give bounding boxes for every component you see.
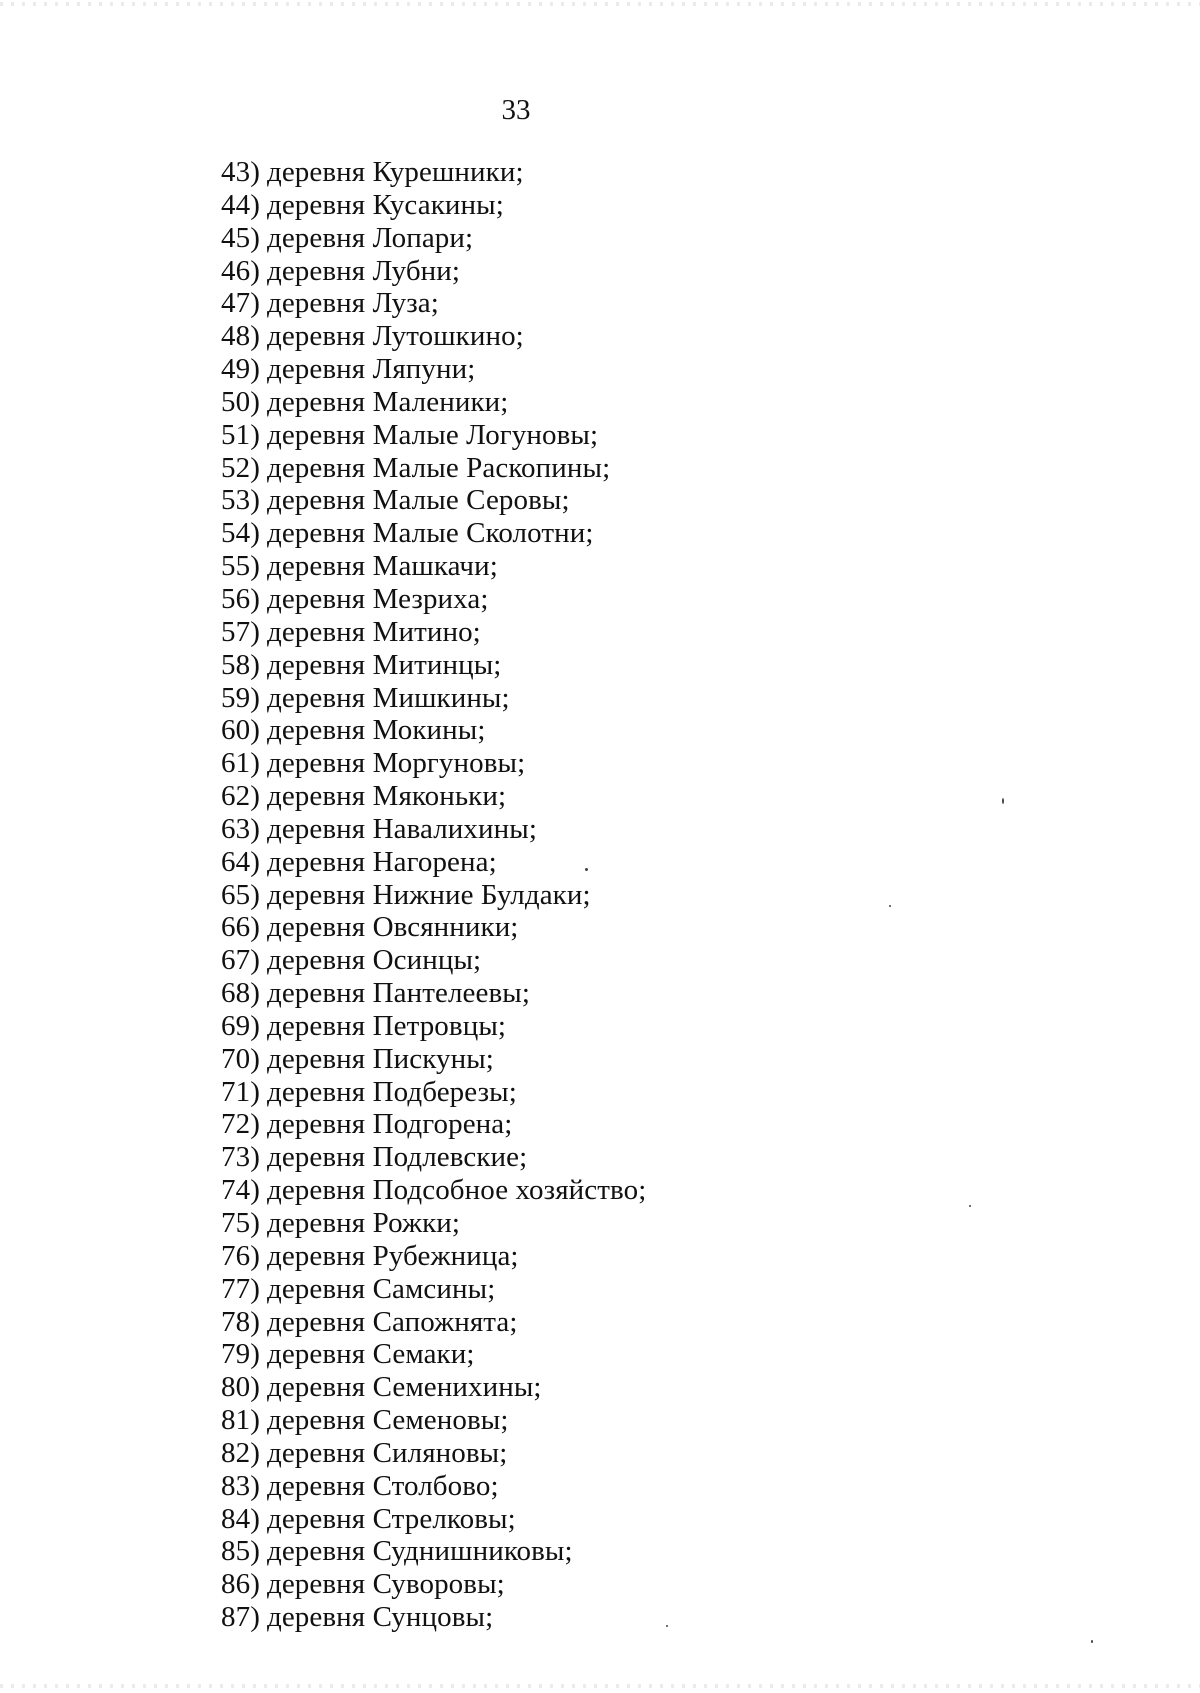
list-item xyxy=(221,353,646,386)
list-item xyxy=(221,1076,646,1109)
list-item-text: деревня Лутошкино; xyxy=(266,320,524,353)
list-item xyxy=(221,255,646,288)
list-item-number: 71) xyxy=(221,1075,260,1108)
list-item-number: 85) xyxy=(221,1535,260,1568)
list-item xyxy=(221,944,646,977)
list-item-number: 65) xyxy=(221,878,260,911)
list-item xyxy=(221,1437,646,1470)
list-item-number: 79) xyxy=(221,1338,260,1371)
list-item-number: 53) xyxy=(221,484,260,517)
list-item-number: 84) xyxy=(221,1502,260,1535)
list-item-text: деревня Лубни; xyxy=(266,254,461,287)
list-item-text: деревня Самсины; xyxy=(266,1272,496,1305)
settlement-list xyxy=(221,156,646,1634)
list-item-number: 64) xyxy=(221,845,260,878)
list-item-text: деревня Стрелковы; xyxy=(266,1502,516,1535)
list-item-number: 56) xyxy=(221,582,260,615)
list-item xyxy=(221,1207,646,1240)
list-item-text: деревня Мезриха; xyxy=(266,582,489,615)
list-item xyxy=(221,419,646,452)
list-item-number: 81) xyxy=(221,1404,260,1437)
list-item-number: 67) xyxy=(221,944,260,977)
list-item-text: деревня Малые Серовы; xyxy=(266,484,570,517)
list-item xyxy=(221,1043,646,1076)
list-item xyxy=(221,780,646,813)
list-item xyxy=(221,156,646,189)
list-item-text: деревня Курешники; xyxy=(266,156,524,188)
list-item-number: 78) xyxy=(221,1305,260,1338)
list-item-text: деревня Мишкины; xyxy=(266,681,510,714)
list-item-text: деревня Навалихины; xyxy=(266,812,537,845)
list-item-text: деревня Рожки; xyxy=(266,1207,461,1239)
list-item-number: 86) xyxy=(221,1568,260,1601)
list-item-text: деревня Малые Логуновы; xyxy=(266,418,599,451)
list-item-number: 58) xyxy=(221,648,260,681)
list-item-number: 52) xyxy=(221,451,260,484)
scan-speck xyxy=(1091,1640,1093,1643)
list-item xyxy=(221,616,646,649)
list-item-number: 72) xyxy=(221,1108,260,1141)
list-item-text: деревня Силяновы; xyxy=(266,1436,508,1469)
list-item-text: деревня Ляпуни; xyxy=(266,353,476,386)
list-item-number: 74) xyxy=(221,1174,260,1207)
list-item-text: деревня Пантелеевы; xyxy=(266,977,530,1010)
list-item-text: деревня Луза; xyxy=(266,287,439,320)
list-item-text: деревня Малые Сколотни; xyxy=(266,517,594,550)
list-item-text: деревня Петровцы; xyxy=(266,1009,507,1042)
list-item-number: 57) xyxy=(221,615,260,648)
list-item-number: 82) xyxy=(221,1436,260,1469)
list-item-text: деревня Моргуновы; xyxy=(266,747,526,780)
list-item-number: 60) xyxy=(221,714,260,747)
list-item-text: деревня Нагорена; xyxy=(266,845,497,878)
scan-edge-bottom xyxy=(0,1684,1200,1688)
scan-speck xyxy=(1002,798,1004,804)
list-item-text: деревня Кусакины; xyxy=(266,188,504,221)
list-item-number: 76) xyxy=(221,1239,260,1272)
list-item xyxy=(221,1141,646,1174)
list-item-text: деревня Столбово; xyxy=(266,1469,499,1502)
list-item-number: 59) xyxy=(221,681,260,714)
list-item-number: 51) xyxy=(221,418,260,451)
scan-speck xyxy=(889,905,891,907)
list-item xyxy=(221,747,646,780)
list-item-text: деревня Лопари; xyxy=(266,221,474,254)
list-item xyxy=(221,1108,646,1141)
scan-speck xyxy=(666,1625,668,1627)
list-item xyxy=(221,583,646,616)
list-item-number: 43) xyxy=(221,156,260,188)
list-item-number: 62) xyxy=(221,780,260,813)
list-item-number: 70) xyxy=(221,1042,260,1075)
list-item-text: деревня Подберезы; xyxy=(266,1075,517,1108)
list-item xyxy=(221,1503,646,1536)
list-item-number: 54) xyxy=(221,517,260,550)
list-item xyxy=(221,189,646,222)
page-number: 33 xyxy=(501,94,531,126)
list-item-text: деревня Сунцовы; xyxy=(266,1601,494,1634)
list-item-text: деревня Сапожнята; xyxy=(266,1305,518,1338)
scan-edge-top xyxy=(0,2,1200,6)
list-item xyxy=(221,1470,646,1503)
list-item-number: 50) xyxy=(221,385,260,418)
list-item-text: деревня Подсобное хозяйство; xyxy=(266,1174,647,1207)
list-item xyxy=(221,1240,646,1273)
list-item-text: деревня Осинцы; xyxy=(266,944,482,977)
list-item-text: деревня Семаки; xyxy=(266,1338,475,1371)
list-item xyxy=(221,1371,646,1404)
list-item-number: 47) xyxy=(221,287,260,320)
list-item-text: деревня Семенихины; xyxy=(266,1371,542,1404)
list-item-number: 83) xyxy=(221,1469,260,1502)
list-item-text: деревня Мокины; xyxy=(266,714,486,747)
list-item-text: деревня Семеновы; xyxy=(266,1404,509,1437)
list-item-text: деревня Пискуны; xyxy=(266,1042,494,1075)
list-item-text: деревня Маленики; xyxy=(266,385,509,418)
list-item-number: 87) xyxy=(221,1601,260,1634)
list-item-number: 49) xyxy=(221,353,260,386)
list-item-number: 75) xyxy=(221,1207,260,1239)
list-item xyxy=(221,320,646,353)
list-item-number: 80) xyxy=(221,1371,260,1404)
list-item-text: деревня Машкачи; xyxy=(266,550,498,583)
list-item-text: деревня Подлевские; xyxy=(266,1141,528,1174)
list-item-text: деревня Малые Раскопины; xyxy=(266,451,611,484)
list-item-number: 48) xyxy=(221,320,260,353)
list-item xyxy=(221,649,646,682)
list-item xyxy=(221,1174,646,1207)
list-item xyxy=(221,1601,646,1634)
list-item xyxy=(221,714,646,747)
list-item-text: деревня Митино; xyxy=(266,615,481,648)
list-item xyxy=(221,386,646,419)
list-item-number: 46) xyxy=(221,254,260,287)
list-item xyxy=(221,550,646,583)
scan-speck xyxy=(585,868,588,871)
list-item xyxy=(221,452,646,485)
list-item-number: 44) xyxy=(221,188,260,221)
list-item xyxy=(221,1273,646,1306)
list-item-text: деревня Рубежница; xyxy=(266,1239,519,1272)
list-item xyxy=(221,813,646,846)
list-item-text: деревня Подгорена; xyxy=(266,1108,513,1141)
list-item xyxy=(221,1535,646,1568)
list-item xyxy=(221,1404,646,1437)
list-item-number: 69) xyxy=(221,1009,260,1042)
list-item-number: 55) xyxy=(221,550,260,583)
list-item-number: 77) xyxy=(221,1272,260,1305)
list-item xyxy=(221,911,646,944)
list-item-number: 68) xyxy=(221,977,260,1010)
list-item xyxy=(221,879,646,912)
list-item-text: деревня Суднишниковы; xyxy=(266,1535,573,1568)
list-item xyxy=(221,682,646,715)
list-item-number: 73) xyxy=(221,1141,260,1174)
list-item-number: 45) xyxy=(221,221,260,254)
list-item xyxy=(221,287,646,320)
scan-speck xyxy=(969,1205,971,1207)
list-item-text: деревня Суворовы; xyxy=(266,1568,505,1601)
list-item-number: 63) xyxy=(221,812,260,845)
list-item xyxy=(221,1568,646,1601)
list-item xyxy=(221,517,646,550)
list-item-text: деревня Нижние Булдаки; xyxy=(266,878,591,911)
list-item xyxy=(221,977,646,1010)
list-item xyxy=(221,1306,646,1339)
list-item-number: 66) xyxy=(221,911,260,944)
list-item xyxy=(221,484,646,517)
list-item-text: деревня Овсянники; xyxy=(266,911,519,944)
list-item xyxy=(221,846,646,879)
list-item-text: деревня Мяконьки; xyxy=(266,780,507,813)
list-item-number: 61) xyxy=(221,747,260,780)
list-item xyxy=(221,1010,646,1043)
list-item xyxy=(221,222,646,255)
list-item xyxy=(221,1338,646,1371)
list-item-text: деревня Митинцы; xyxy=(266,648,502,681)
